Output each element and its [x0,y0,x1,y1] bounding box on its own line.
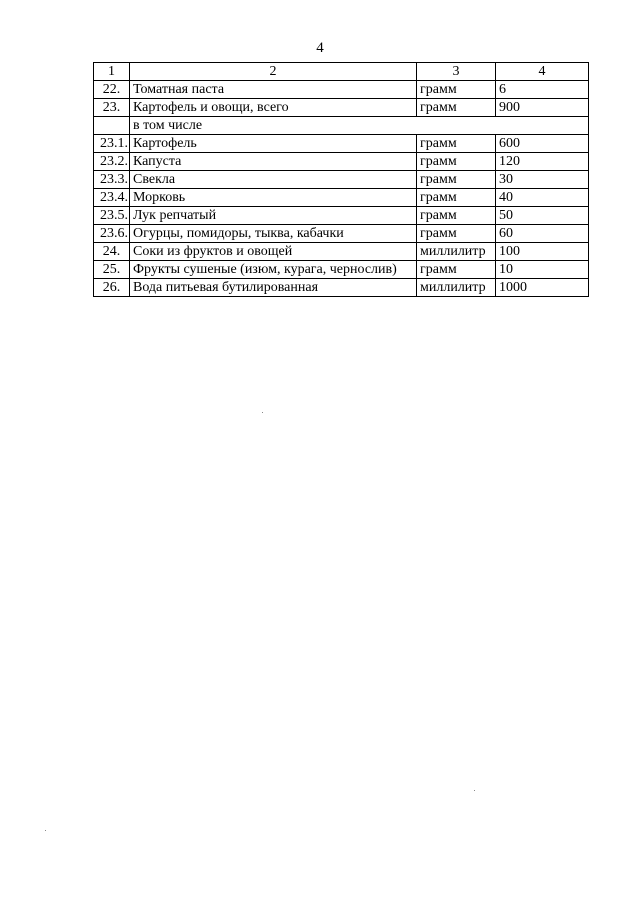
value-cell: 1000 [496,279,589,297]
row-number-cell: 23.6. [94,225,130,243]
value-cell: 900 [496,99,589,117]
norms-table [93,62,589,297]
scan-speck [45,830,46,831]
row-number-cell: 23. [94,99,130,117]
item-name-cell: Томатная паста [130,81,417,99]
row-number-cell: 25. [94,261,130,279]
table-row [94,171,589,189]
table-row [94,225,589,243]
row-number-cell: 24. [94,243,130,261]
table-row [94,153,589,171]
table-row [94,279,589,297]
note-cell: в том числе [130,117,589,135]
scan-speck [474,790,475,791]
table-row [94,261,589,279]
table-row [94,135,589,153]
item-name-cell: Картофель и овощи, всего [130,99,417,117]
row-number-cell: 22. [94,81,130,99]
unit-cell: грамм [417,225,496,243]
value-cell: 120 [496,153,589,171]
value-cell: 10 [496,261,589,279]
page-number: 4 [316,40,324,56]
unit-cell: миллилитр [417,243,496,261]
table-row [94,99,589,117]
unit-cell: грамм [417,207,496,225]
column-header: 2 [130,63,417,81]
item-name-cell: Капуста [130,153,417,171]
column-header: 1 [94,63,130,81]
column-header: 3 [417,63,496,81]
table-header-row [94,63,589,81]
unit-cell: грамм [417,171,496,189]
row-number-cell: 23.5. [94,207,130,225]
row-number-cell: 23.3. [94,171,130,189]
value-cell: 100 [496,243,589,261]
item-name-cell: Морковь [130,189,417,207]
table-row [94,189,589,207]
unit-cell: грамм [417,261,496,279]
item-name-cell: Свекла [130,171,417,189]
value-cell: 50 [496,207,589,225]
item-name-cell: Фрукты сушеные (изюм, курага, чернослив) [130,261,417,279]
row-number-cell: 23.2. [94,153,130,171]
row-number-cell: 23.1. [94,135,130,153]
value-cell: 40 [496,189,589,207]
unit-cell: грамм [417,153,496,171]
value-cell: 30 [496,171,589,189]
unit-cell: грамм [417,81,496,99]
row-number-cell [94,117,130,135]
item-name-cell: Вода питьевая бутилированная [130,279,417,297]
row-number-cell: 26. [94,279,130,297]
unit-cell: грамм [417,135,496,153]
value-cell: 6 [496,81,589,99]
unit-cell: миллилитр [417,279,496,297]
scan-speck [262,412,263,413]
item-name-cell: Соки из фруктов и овощей [130,243,417,261]
unit-cell: грамм [417,189,496,207]
table-row [94,243,589,261]
value-cell: 600 [496,135,589,153]
table-row [94,207,589,225]
value-cell: 60 [496,225,589,243]
item-name-cell: Огурцы, помидоры, тыква, кабачки [130,225,417,243]
item-name-cell: Картофель [130,135,417,153]
table-row [94,81,589,99]
table-note-row [94,117,589,135]
item-name-cell: Лук репчатый [130,207,417,225]
column-header: 4 [496,63,589,81]
unit-cell: грамм [417,99,496,117]
row-number-cell: 23.4. [94,189,130,207]
